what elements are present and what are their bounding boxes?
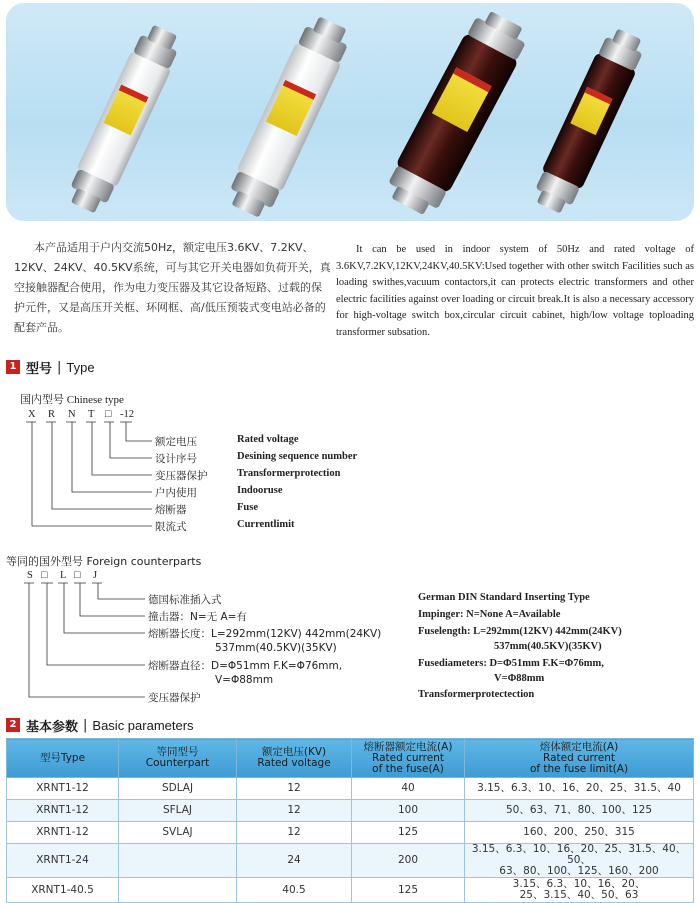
foreign-en-4: Fusediameters: D=Φ51mm F.K=Φ76mm, [418, 658, 604, 669]
chinese-item-cn-0: 额定电压 [155, 436, 197, 448]
header-fuse-current: 熔断器额定电流(A) Rated current of the fuse(A) [352, 739, 465, 778]
chinese-item-en-3: Indooruse [237, 485, 283, 496]
section-title-cn: 基本参数 [26, 719, 79, 735]
chinese-code-box: □ [105, 409, 112, 420]
cell-type: XRNT1-24 [7, 844, 119, 878]
chinese-code-X: X [28, 409, 36, 420]
chinese-item-cn-2: 变压器保护 [155, 470, 208, 482]
chinese-item-cn-4: 熔断器 [155, 504, 187, 516]
chinese-item-cn-1: 设计序号 [155, 453, 197, 465]
cell-fuse-current: 40 [352, 778, 465, 800]
chinese-item-en-4: Fuse [237, 502, 258, 513]
foreign-type-title: 等同的国外型号 Foreign counterparts [6, 555, 202, 568]
cell-type: XRNT1-12 [7, 800, 119, 822]
table-row [7, 878, 694, 903]
cell-type: XRNT1-40.5 [7, 878, 119, 903]
chinese-type-title: 国内型号 Chinese type [20, 394, 124, 406]
fuse-3 [381, 5, 534, 220]
foreign-cn-4: 熔断器直径：D=Φ51mm F.K=Φ76mm, [148, 660, 343, 672]
foreign-code-box1: □ [41, 570, 48, 581]
product-photo [6, 3, 694, 221]
parameters-table [6, 738, 694, 903]
foreign-en-0: German DIN Standard Inserting Type [418, 592, 590, 603]
table-row [7, 844, 694, 878]
foreign-cn-0: 德国标准插入式 [148, 594, 222, 606]
chinese-code-N: N [68, 409, 76, 420]
cell-counterpart: SFLAJ [119, 800, 237, 822]
chinese-item-en-0: Rated voltage [237, 434, 299, 445]
intro-english: It can be used in indoor system of 50Hz and rated voltage of 3.6KV,7.2KV,12KV,24KV,40.5KV:Used together with other switch Facilities such as loading swithes,vacuum contactors,it can protects electric transformers and other electric facilities against over loading or circuit break.It is also a necessary accessory for high-voltage switch box,circular circuit cabinet, high/low voltage toploading transformer subsation. [336, 244, 694, 338]
foreign-cn-2: 熔断器长度：L=292mm(12KV) 442mm(24KV) [148, 628, 382, 640]
foreign-en-6: Transformerprotectection [418, 689, 535, 700]
table-row [7, 800, 694, 822]
cell-counterpart: SVLAJ [119, 822, 237, 844]
foreign-en-2: Fuselength: L=292mm(12KV) 442mm(24KV) [418, 626, 622, 637]
section-parameters-heading [6, 716, 194, 734]
section-number: 1 [6, 360, 20, 374]
cell-limit: 3.15、6.3、10、16、20、25、31.5、40、50、 63、80、100、125、160、200 [465, 844, 694, 878]
header-counterpart: 等同型号 Counterpart [119, 739, 237, 778]
section-type-heading [6, 358, 95, 376]
section-separator: | [57, 359, 62, 375]
chinese-item-en-5: Currentlimit [237, 519, 295, 530]
table-row [7, 778, 694, 800]
cell-voltage: 40.5 [237, 878, 352, 903]
foreign-en-1: Impinger: N=None A=Available [418, 609, 561, 620]
chinese-code-T: T [88, 409, 95, 420]
section-title-en: Basic parameters [92, 717, 194, 733]
header-limit-current: 熔体额定电流(A) Rated current of the fuse limit(A) [465, 739, 694, 778]
foreign-cn-5: V=Φ88mm [215, 674, 274, 686]
chinese-item-en-2: Transformerprotection [237, 468, 341, 479]
fuse-1 [63, 21, 186, 217]
cell-voltage: 24 [237, 844, 352, 878]
cell-type: XRNT1-12 [7, 778, 119, 800]
section-title-cn: 型号 [26, 361, 53, 377]
cell-voltage: 12 [237, 822, 352, 844]
foreign-cn-1: 撞击器：N=无 A=有 [148, 611, 247, 623]
cell-counterpart: SDLAJ [119, 778, 237, 800]
foreign-code-box2: □ [74, 570, 81, 581]
chinese-item-cn-5: 限流式 [155, 521, 187, 533]
section-separator: | [83, 717, 88, 733]
cell-limit: 50、63、71、80、100、125 [465, 800, 694, 822]
cell-limit: 160、200、250、315 [465, 822, 694, 844]
fuses-illustration [6, 3, 694, 221]
cell-limit: 3.15、6.3、10、16、20、 25、3.15、40、50、63 [465, 878, 694, 903]
foreign-code-S: S [27, 570, 33, 581]
cell-voltage: 12 [237, 778, 352, 800]
foreign-en-5: V=Φ88mm [494, 673, 545, 684]
chinese-item-cn-3: 户内使用 [155, 487, 197, 499]
cell-fuse-current: 200 [352, 844, 465, 878]
cell-fuse-current: 125 [352, 878, 465, 903]
foreign-en-3: 537mm(40.5KV)(35KV) [494, 641, 602, 652]
chinese-code-R: R [48, 409, 56, 420]
foreign-code-J: J [93, 570, 98, 581]
foreign-cn-3: 537mm(40.5KV)(35KV) [215, 642, 337, 654]
cell-voltage: 12 [237, 800, 352, 822]
section-title-en: Type [66, 359, 95, 375]
cell-fuse-current: 100 [352, 800, 465, 822]
table-row [7, 822, 694, 844]
table-header-row [7, 739, 694, 778]
section-number: 2 [6, 718, 20, 732]
cell-counterpart [119, 844, 237, 878]
chinese-code-voltage: -12 [120, 409, 134, 420]
header-rated-voltage: 额定电压(KV) Rated voltage [237, 739, 352, 778]
chinese-item-en-1: Desining sequence number [237, 451, 358, 462]
cell-fuse-current: 125 [352, 822, 465, 844]
cell-counterpart [119, 878, 237, 903]
cell-type: XRNT1-12 [7, 822, 119, 844]
foreign-code-L: L [60, 570, 67, 581]
fuse-2 [222, 12, 355, 221]
foreign-cn-6: 变压器保护 [148, 692, 201, 704]
fuse-4 [528, 25, 649, 218]
cell-limit: 3.15、6.3、10、16、20、25、31.5、40 [465, 778, 694, 800]
header-type: 型号Type [7, 739, 119, 778]
intro-chinese: 本产品适用于户内交流50Hz，额定电压3.6KV、7.2KV、12KV、24KV、40.5KV系统，可与其它开关电器如负荷开关，真空接触器配合使用，作为电力变压器及其它设备短路、过载的保护元件，又是高压开关框、环网框、高/低压预装式变电站必备的配套产品。 [14, 241, 331, 334]
